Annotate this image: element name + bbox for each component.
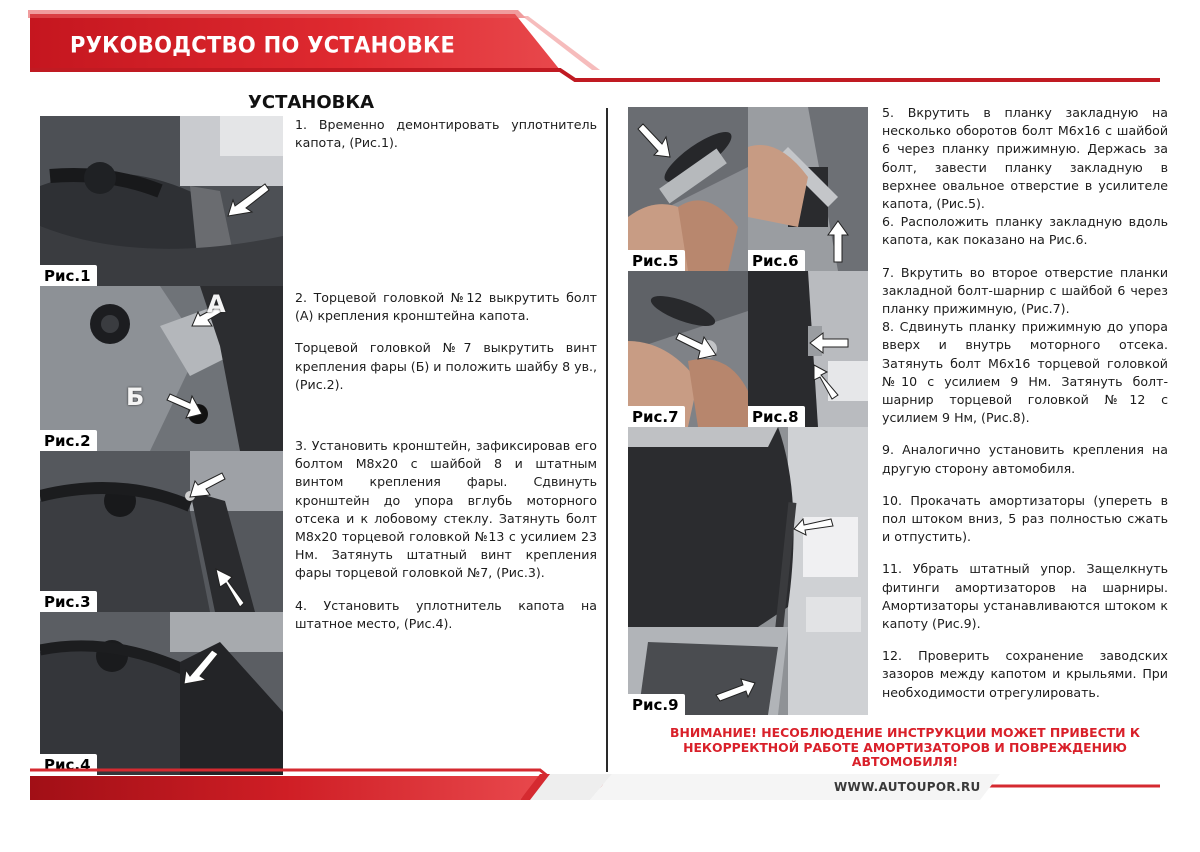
figure-1-photo xyxy=(40,116,283,286)
step-8: 8. Сдвинуть планку прижимную до упора вверх и внутрь моторного отсека. Затянуть болт М6х16 торцевой головкой №10 с усилием 9 Нм. Затянуть болт-шарнир торцевой головкой №12 с усилием 9 Нм, (Рис.8). xyxy=(882,319,1168,426)
step-10: 10. Прокачать амортизаторы (упереть в пол штоком вниз, 5 раз полностью сжать и отпустить). xyxy=(882,492,1168,545)
figure-6-photo xyxy=(748,107,868,271)
column-divider xyxy=(606,108,608,772)
figure-1-label: Рис.1 xyxy=(40,265,97,286)
figure-4-label: Рис.4 xyxy=(40,754,97,775)
engine-bay-image xyxy=(40,116,283,286)
step-9: 9. Аналогично установить крепления на другую сторону автомобиля. xyxy=(882,442,1168,476)
figure-5-label: Рис.5 xyxy=(628,250,685,271)
seal-installed-image xyxy=(40,612,283,775)
step-3-text xyxy=(295,437,597,633)
header-banner xyxy=(0,0,1200,90)
figure-5-photo xyxy=(628,107,748,271)
figure-6-label: Рис.6 xyxy=(748,250,805,271)
bracket-installed-image xyxy=(40,451,283,612)
hood-side-image xyxy=(748,271,868,427)
ball-joint-image xyxy=(628,271,748,427)
step-3: 3. Установить кронштейн, зафиксировав его болтом М8х20 с шайбой 8 и штатным винтом крепления фары. Сдвинуть кронштейн до упора вглубь моторного отсека и к лобовому стеклу. Затянуть болт М8х20 торцевой головкой №13 с усилием 23 Нм. Затянуть штатный винт крепления фары торцевой головкой №7, (Рис.3). xyxy=(295,438,597,581)
gas-strut-installed-image xyxy=(628,427,868,715)
figure-3-photo xyxy=(40,451,283,612)
figure-4-photo xyxy=(40,612,283,775)
step-5: 5. Вкрутить в планку закладную на несколько оборотов болт М6х16 с шайбой 6 через планку прижимную. Держась за болт, завести планку закладную в верхнее овальное отверстие в усилителе капота, (Рис.5). xyxy=(882,105,1168,212)
steps-right-column xyxy=(882,104,1168,702)
figure-8-photo xyxy=(748,271,868,427)
step-4: 4. Установить уплотнитель капота на штатное место, (Рис.4). xyxy=(295,597,597,631)
step-1-text xyxy=(295,116,597,152)
warning-text: ВНИМАНИЕ! НЕСОБЛЮДЕНИЕ ИНСТРУКЦИИ МОЖЕТ ПРИВЕСТИ К НЕКОРРЕКТНОЙ РАБОТЕ АМОРТИЗАТОРОВ И ПОВРЕЖДЕНИЮ АВТОМОБИЛЯ! xyxy=(670,725,1140,769)
footer-band-shape xyxy=(0,760,1200,848)
photo-letter-b: Б xyxy=(126,383,145,411)
step-12: 12. Проверить сохранение заводских зазоров между капотом и крыльями. При необходимости отрегулировать. xyxy=(882,648,1168,700)
website-link[interactable]: WWW.AUTOUPOR.RU xyxy=(834,780,981,794)
step-2a: 2. Торцевой головкой №12 выкрутить болт (А) крепления кронштейна капота. xyxy=(295,290,597,324)
plate-positioned-image xyxy=(748,107,868,271)
step-7: 7. Вкрутить во второе отверстие планки закладной болт-шарнир с шайбой 6 через планку прижимную, (Рис.7). xyxy=(882,264,1168,317)
figure-2-label: Рис.2 xyxy=(40,430,97,451)
figure-9-photo xyxy=(628,427,868,715)
header-title: РУКОВОДСТВО ПО УСТАНОВКЕ xyxy=(70,32,456,58)
photo-letter-a: А xyxy=(207,290,226,318)
figure-8-label: Рис.8 xyxy=(748,406,805,427)
figure-9-label: Рис.9 xyxy=(628,694,685,715)
section-title: УСТАНОВКА xyxy=(248,92,375,113)
step-11: 11. Убрать штатный упор. Защелкнуть фитинги амортизаторов на шарниры. Амортизаторы устанавливаются штоком к капоту (Рис.9). xyxy=(882,561,1168,632)
bracket-area-image xyxy=(40,286,283,451)
figure-2-photo xyxy=(40,286,283,451)
figure-3-label: Рис.3 xyxy=(40,591,97,612)
figure-7-photo xyxy=(628,271,748,427)
step-1: 1. Временно демонтировать уплотнитель капота, (Рис.1). xyxy=(295,117,597,151)
footer-band xyxy=(0,760,1200,848)
step-2b: Торцевой головкой №7 выкрутить винт крепления фары (Б) и положить шайбу 8 ув., (Рис.2). xyxy=(295,340,597,392)
figure-7-label: Рис.7 xyxy=(628,406,685,427)
step-2-text xyxy=(295,289,597,394)
step-6: 6. Расположить планку закладную вдоль капота, как показано на Рис.6. xyxy=(882,214,1168,248)
mounting-plate-image xyxy=(628,107,748,271)
